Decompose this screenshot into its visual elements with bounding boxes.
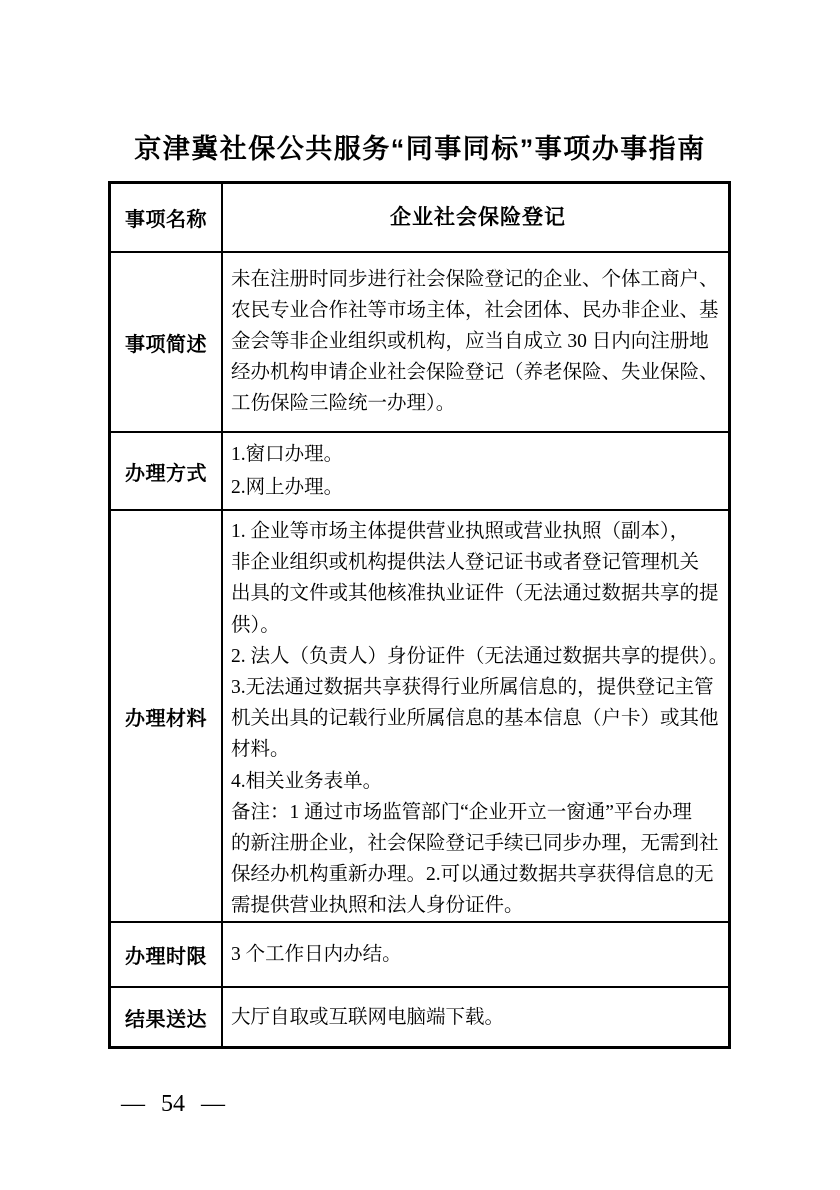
content-line: 需提供营业执照和法人身份证件。 [231, 895, 524, 917]
row-label: 事项简述 [111, 253, 223, 431]
content-line: 保经办机构重新办理。2.可以通过数据共享获得信息的无 [231, 864, 714, 886]
content-line: 农民专业合作社等市场主体，社会团体、民办非企业、基 [231, 300, 719, 321]
content-line: 大厅自取或互联网电脑端下载。 [231, 1006, 505, 1028]
content-line: 供）。 [231, 614, 280, 636]
row-content [223, 988, 728, 1046]
row-content [223, 253, 728, 431]
content-line: 备注：1 通过市场监管部门“企业开立一窗通”平台办理 [231, 801, 692, 823]
content-line: 经办机构申请企业社会保险登记（养老保险、失业保险、 [231, 362, 719, 383]
guide-table [108, 181, 731, 1049]
content-line: 2.网上办理。 [231, 477, 344, 498]
table-row-processing-method [111, 433, 728, 511]
content-line: 3.无法通过数据共享获得行业所属信息的，提供登记主管 [231, 677, 714, 699]
row-label: 办理方式 [111, 433, 223, 509]
page-title: 京津冀社保公共服务“同事同标”事项办事指南 [134, 134, 706, 164]
content-line: 机关出具的记载行业所属信息的基本信息（户卡）或其他 [231, 708, 719, 730]
row-content [223, 923, 728, 986]
table-row-item-name [111, 184, 728, 253]
content-line: 的新注册企业，社会保险登记手续已同步办理，无需到社 [231, 833, 719, 855]
table-row-item-summary [111, 253, 728, 433]
table-row-result-delivery [111, 988, 728, 1046]
table-row-time-limit [111, 923, 728, 988]
content-line: 3 个工作日内办结。 [231, 944, 402, 965]
content-line: 2. 法人（负责人）身份证件（无法通过数据共享的提供）。 [231, 645, 728, 667]
table-row-required-materials [111, 511, 728, 923]
content-line: 未在注册时同步进行社会保险登记的企业、个体工商户、 [231, 269, 719, 290]
row-content [223, 511, 728, 921]
content-line: 1.窗口办理。 [231, 444, 344, 465]
content-line: 出具的文件或其他核准执业证件（无法通过数据共享的提 [231, 583, 719, 605]
row-label: 办理时限 [111, 923, 223, 986]
row-label: 事项名称 [111, 184, 223, 251]
row-content [223, 433, 728, 509]
content-line: 4.相关业务表单。 [231, 770, 383, 792]
content-line: 材料。 [231, 739, 290, 761]
row-label: 办理材料 [111, 511, 223, 921]
row-label: 结果送达 [111, 988, 223, 1046]
content-line: 1. 企业等市场主体提供营业执照或营业执照（副本）， [231, 521, 690, 542]
row-content [223, 184, 728, 251]
page-number: — 54 — [121, 1091, 225, 1117]
content-line: 企业社会保险登记 [390, 206, 566, 229]
content-line: 金会等非企业组织或机构，应当自成立 30 日内向注册地 [231, 331, 709, 352]
content-line: 工伤保险三险统一办理）。 [231, 393, 456, 414]
content-line: 非企业组织或机构提供法人登记证书或者登记管理机关 [231, 552, 700, 574]
